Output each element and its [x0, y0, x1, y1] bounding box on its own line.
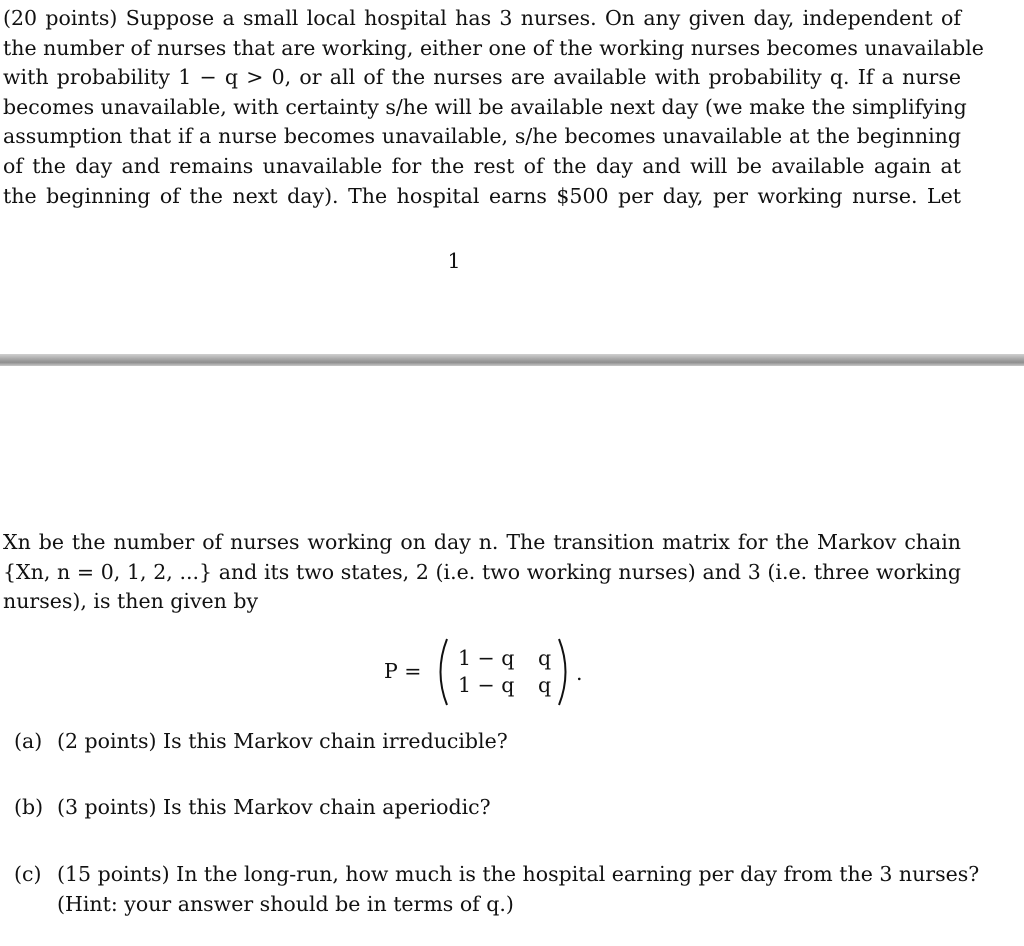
- question-c: [14, 860, 979, 919]
- page-number: 1: [447, 249, 461, 273]
- matrix-cell: 1 − q: [458, 646, 515, 670]
- question-a: [14, 727, 508, 757]
- question-hint: (Hint: your answer should be in terms of q.): [57, 891, 514, 916]
- question-text: (2 points) Is this Markov chain irreducible?: [57, 729, 508, 753]
- matrix-row: [458, 672, 568, 699]
- problem-intro-paragraph: [3, 4, 984, 211]
- text-line: the beginning of the next day). The hospital earns $500 per day, per working nurse. Let: [3, 183, 961, 208]
- text-line: of the day and remains unavailable for the rest of the day and will be available again at: [3, 153, 961, 178]
- problem-continuation-paragraph: [3, 528, 961, 617]
- text-line: becomes unavailable, with certainty s/he will be available next day (we make the simplifying: [3, 94, 967, 119]
- matrix-cell: q: [538, 673, 552, 697]
- question-b: [14, 793, 491, 823]
- question-label: (b): [14, 795, 44, 819]
- question-label: (c): [14, 862, 42, 886]
- matrix-period: .: [576, 661, 583, 685]
- right-parenthesis: [556, 637, 574, 707]
- question-label: (a): [14, 729, 43, 753]
- transition-matrix: [380, 637, 620, 707]
- text-line: the number of nurses that are working, either one of the working nurses becomes unavailable: [3, 35, 984, 60]
- question-text: (3 points) Is this Markov chain aperiodic?: [57, 795, 491, 819]
- text-line: assumption that if a nurse becomes unavailable, s/he becomes unavailable at the beginning: [3, 124, 961, 149]
- question-text: (15 points) In the long-run, how much is the hospital earning per day from the 3 nurses?: [57, 862, 980, 886]
- text-line: {Xn, n = 0, 1, 2, ...} and its two states, 2 (i.e. two working nurses) and 3 (i.e. three working: [3, 559, 961, 584]
- text-line: Xn be the number of nurses working on day n. The transition matrix for the Markov chain: [3, 530, 961, 554]
- matrix-row: [458, 645, 568, 672]
- text-line: with probability 1 − q > 0, or all of the nurses are available with probability q. If a nurse: [3, 65, 961, 90]
- text-line: (20 points) Suppose a small local hospital has 3 nurses. On any given day, independent of: [3, 6, 961, 30]
- left-parenthesis: [432, 637, 450, 707]
- matrix-cells: [458, 645, 568, 699]
- matrix-label: P =: [384, 659, 422, 683]
- matrix-cell: 1 − q: [458, 673, 515, 697]
- matrix-cell: q: [538, 646, 552, 670]
- page-separator: [0, 354, 1024, 366]
- text-line: nurses), is then given by: [3, 589, 259, 614]
